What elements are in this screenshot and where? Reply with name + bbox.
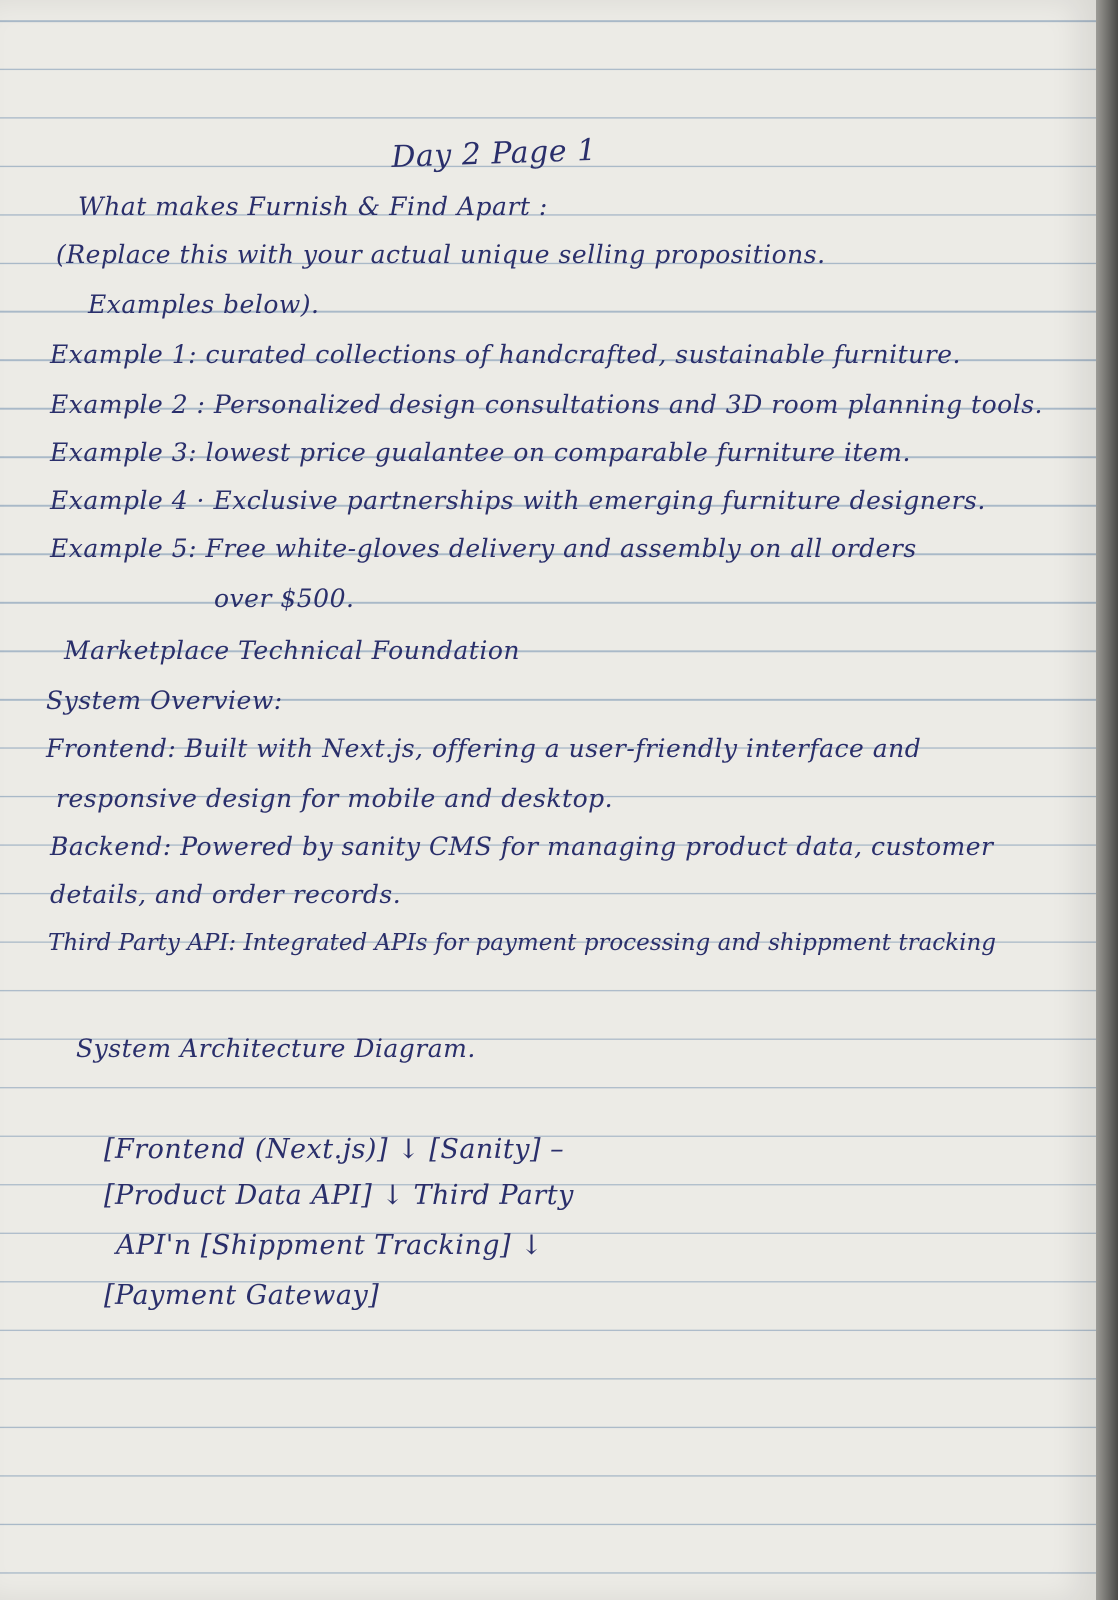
system-overview-heading: System Overview:: [46, 686, 283, 715]
foundation-heading: Marketplace Technical Foundation: [64, 636, 521, 665]
diagram-line-3: API'n [Shippment Tracking] ↓: [116, 1230, 544, 1261]
usp-intro-line-1: (Replace this with your actual unique selling propositions.: [56, 240, 826, 269]
diagram-line-1: [Frontend (Next.js)] ↓ [Sanity] –: [104, 1134, 565, 1165]
architecture-heading: System Architecture Diagram.: [76, 1034, 476, 1063]
usp-example-5-line-1: Example 5: Free white-gloves delivery and assembly on all orders: [50, 534, 917, 563]
frontend-line-2: responsive design for mobile and desktop.: [56, 784, 614, 813]
diagram-line-2: [Product Data API] ↓ Third Party: [104, 1180, 574, 1211]
usp-example-3: Example 3: lowest price gualantee on comparable furniture item.: [50, 438, 911, 467]
usp-intro-line-2: Examples below).: [88, 290, 320, 319]
page-title: Day 2 Page 1: [390, 132, 598, 175]
backend-line-1: Backend: Powered by sanity CMS for managing product data, customer: [50, 832, 994, 861]
usp-example-4: Example 4 · Exclusive partnerships with emerging furniture designers.: [50, 486, 986, 515]
frontend-line-1: Frontend: Built with Next.js, offering a user-friendly interface and: [46, 734, 922, 763]
usp-example-1: Example 1: curated collections of handcrafted, sustainable furniture.: [50, 340, 961, 369]
backend-line-2: details, and order records.: [50, 880, 402, 909]
usp-heading: What makes Furnish & Find Apart :: [78, 192, 548, 221]
page-edge-shadow: [1096, 0, 1118, 1600]
usp-example-2: Example 2 : Personalized design consultations and 3D room planning tools.: [50, 390, 1043, 419]
usp-example-5-line-2: over $500.: [214, 584, 355, 613]
diagram-line-4: [Payment Gateway]: [104, 1280, 380, 1311]
third-party-line: Third Party API: Integrated APIs for payment processing and shippment tracking: [48, 930, 996, 956]
